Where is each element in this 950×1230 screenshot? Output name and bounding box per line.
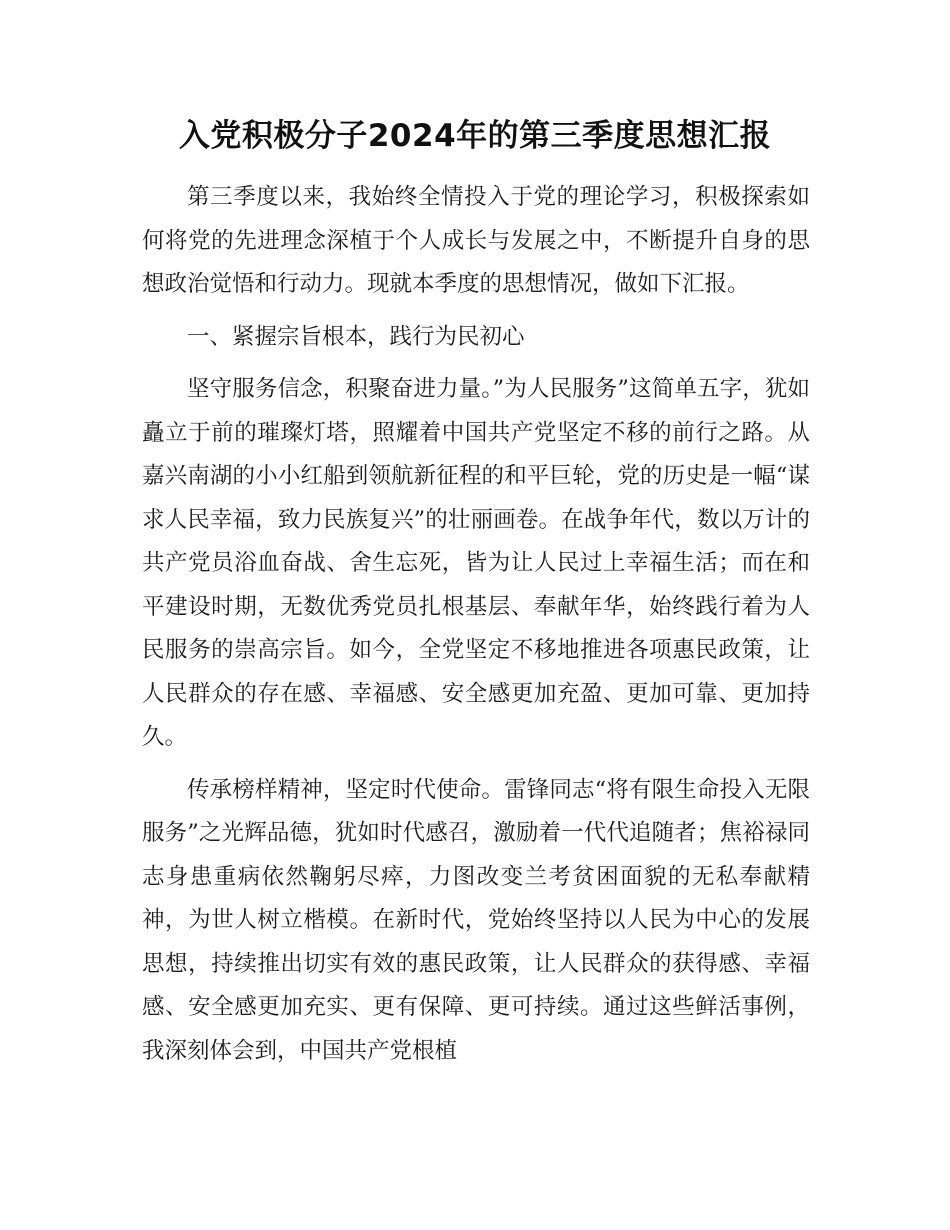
paragraph-intro: 第三季度以来，我始终全情投入于党的理论学习，积极探索如何将党的先进理念深植于个人成长与发展之中，不断提升自身的思想政治觉悟和行动力。现就本季度的思想情况，做如下汇报。 <box>142 184 810 297</box>
paragraph-service: 坚守服务信念，积聚奋进力量。”为人民服务”这简单五字，犹如矗立于前的璀璨灯塔，照耀着中国共产党坚定不移的前行之路。从嘉兴南湖的小小红船到领航新征程的和平巨轮，党的历史是一幅“谋求人民幸福，致力民族复兴”的壮丽画卷。在战争年代，数以万计的共产党员浴血奋战、舍生忘死，皆为让人民过上幸福生活；而在和平建设时期，无数优秀党员扎根基层、奉献年华，始终践行着为人民服务的崇高宗旨。如今，全党坚定不移地推进各项惠民政策，让人民群众的存在感、幸福感、安全感更加充盈、更加可靠、更加持久。 <box>142 376 810 750</box>
document-title: 入党积极分子2024年的第三季度思想汇报 <box>178 118 772 154</box>
document-body <box>142 176 810 1073</box>
section-heading: 一、紧握宗旨根本，践行为民初心 <box>187 323 525 350</box>
paragraph-role-models: 传承榜样精神，坚定时代使命。雷锋同志“将有限生命投入无限服务”之光辉品德，犹如时代感召，激励着一代代追随者；焦裕禄同志身患重病依然鞠躬尽瘁，力图改变兰考贫困面貌的无私奉献精神，为世人树立楷模。在新时代，党始终坚持以人民为中心的发展思想，持续推出切实有效的惠民政策，让人民群众的获得感、幸福感、安全感更加充实、更有保障、更可持续。通过这些鲜活事例，我深刻体会到，中国共产党根植 <box>142 776 810 1064</box>
